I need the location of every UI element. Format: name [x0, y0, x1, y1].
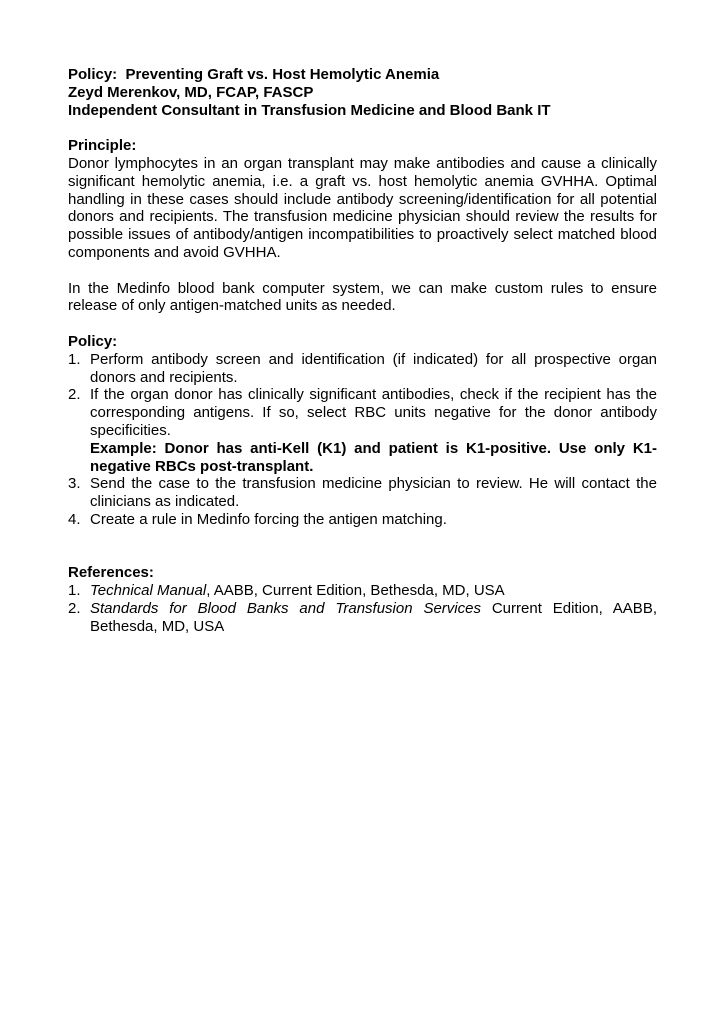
reference-item-2 [68, 600, 657, 636]
policy-item-2 [68, 386, 657, 475]
blank-line [68, 119, 657, 137]
references-heading: References: [68, 564, 154, 582]
reference-item-2-title: Standards for Blood Banks and Transfusion Services [90, 599, 481, 617]
policy-item-1-number: 1. [68, 350, 81, 368]
blank-lines [68, 529, 657, 565]
policy-item-4-number: 4. [68, 510, 81, 528]
references-list [68, 582, 657, 635]
policy-item-1-text: Perform antibody screen and identification (if indicated) for all prospective organ donors and recipients. [90, 350, 657, 386]
policy-item-2-number: 2. [68, 386, 81, 404]
medinfo-paragraph: In the Medinfo blood bank computer system, we can make custom rules to ensure release of only antigen-matched units as needed. [68, 279, 657, 315]
policy-heading: Policy: [68, 332, 118, 350]
policy-item-2-body [90, 386, 657, 475]
policy-item-4 [68, 511, 657, 529]
reference-item-2-number: 2. [68, 599, 81, 617]
policy-list [68, 351, 657, 529]
policy-item-3-text: Send the case to the transfusion medicine physician to review. He will contact the clinicians as indicated. [90, 475, 657, 511]
reference-item-2-detail: Current Edition, AABB, Bethesda, MD, USA [90, 599, 657, 635]
principle-heading: Principle: [68, 137, 137, 155]
policy-item-3-number: 3. [68, 475, 81, 493]
policy-item-2-text: If the organ donor has clinically significant antibodies, check if the recipient has the corresponding antigens. If so, select RBC units negative for the donor antibody specificities. [90, 386, 657, 439]
author-name: Zeyd Merenkov, MD, FCAP, FASCP [68, 83, 314, 101]
reference-item-1 [68, 582, 657, 600]
policy-item-3 [68, 475, 657, 511]
reference-item-1-text [90, 582, 657, 600]
policy-item-1 [68, 351, 657, 387]
reference-item-1-title: Technical Manual [90, 582, 207, 600]
author-role: Independent Consultant in Transfusion Medicine and Blood Bank IT [68, 101, 551, 119]
page-title: Policy: Preventing Graft vs. Host Hemolytic Anemia [68, 66, 440, 83]
reference-item-1-number: 1. [68, 582, 81, 600]
blank-line [68, 315, 657, 333]
principle-paragraph: Donor lymphocytes in an organ transplant may make antibodies and cause a clinically significant hemolytic anemia, i.e. a graft vs. host hemolytic anemia GVHHA. Optimal handling in these cases should include antibody screening/identification for all potential donors and recipients. The transfusion medicine physician should review the results for possible issues of antibody/antigen incompatibilities to proactively select matched blood components and avoid GVHHA. [68, 154, 657, 261]
reference-item-2-text [90, 600, 657, 636]
reference-item-1-detail: , AABB, Current Edition, Bethesda, MD, USA [206, 582, 505, 600]
blank-line [68, 262, 657, 280]
policy-item-2-example: Example: Donor has anti-Kell (K1) and patient is K1-positive. Use only K1-negative RBCs post-transplant. [90, 439, 657, 475]
policy-item-4-text: Create a rule in Medinfo forcing the antigen matching. [90, 510, 447, 528]
